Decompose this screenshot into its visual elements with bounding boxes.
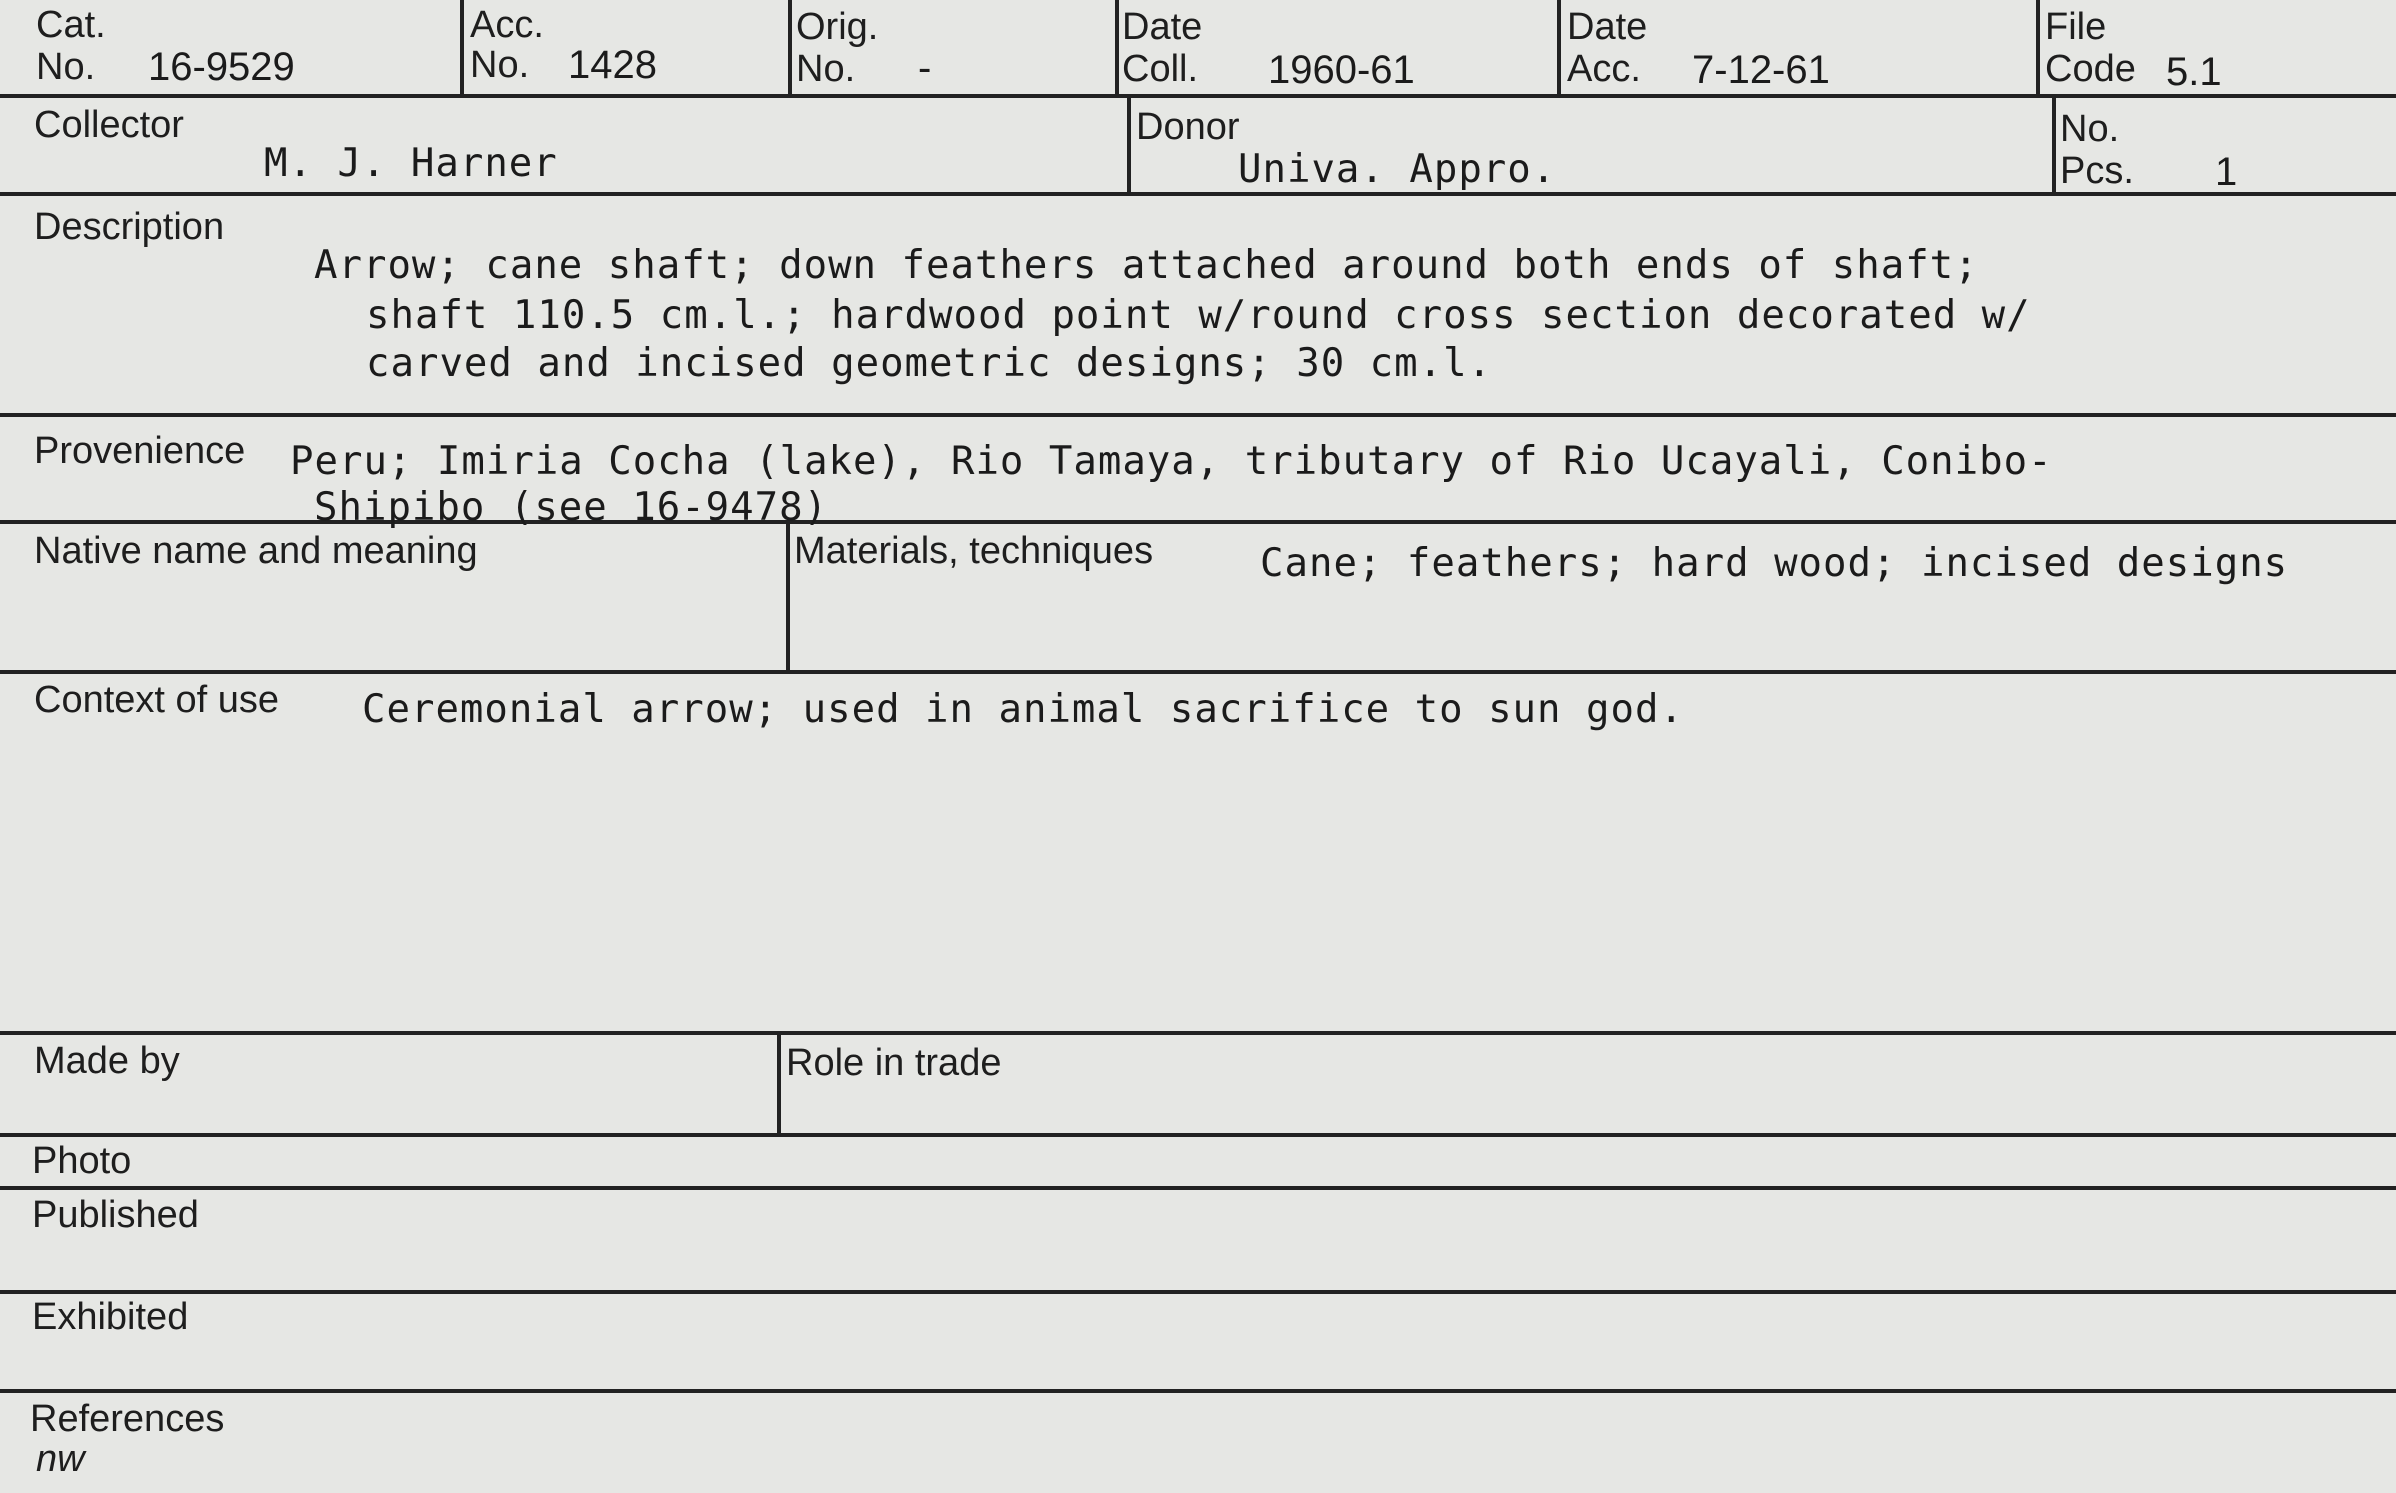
rule-v-date-acc [1557, 0, 1561, 96]
context-label: Context of use [34, 679, 280, 721]
role-in-trade-label: Role in trade [786, 1042, 1002, 1084]
rule-v-donor [1127, 94, 1131, 194]
cat-no-label: No. [36, 46, 96, 88]
file-code-label: Code [2045, 48, 2136, 90]
native-name-label: Native name and meaning [34, 530, 478, 572]
acc-date-label: Acc. [1567, 48, 1641, 90]
acc-label: Acc. [470, 4, 544, 46]
collector-label: Collector [34, 104, 184, 146]
initials: nw [36, 1438, 85, 1480]
rule-v-role [777, 1031, 781, 1135]
references-label: References [30, 1398, 225, 1440]
rule-exhibited [0, 1389, 2396, 1393]
rule-collector [0, 192, 2396, 196]
rule-v-date-coll [1115, 0, 1119, 96]
rule-materials [0, 670, 2396, 674]
rule-photo [0, 1186, 2396, 1190]
materials-value: Cane; feathers; hard wood; incised designs [1260, 541, 2289, 586]
collector-value: M. J. Harner [264, 141, 558, 186]
pcs-label: Pcs. [2060, 150, 2134, 192]
date-coll-label: Date [1122, 6, 1203, 48]
date-accessioned: 7-12-61 [1692, 48, 1830, 92]
file-code: 5.1 [2166, 50, 2222, 94]
rule-v-file [2036, 0, 2040, 96]
pcs-no-label: No. [2060, 108, 2120, 150]
context-value: Ceremonial arrow; used in animal sacrifice to sun god. [362, 687, 1684, 732]
date-collected: 1960-61 [1268, 48, 1415, 92]
rule-made-by [0, 1133, 2396, 1137]
materials-label: Materials, techniques [794, 530, 1154, 572]
orig-label: Orig. [796, 6, 879, 48]
rule-description [0, 413, 2396, 417]
provenience-line-1: Peru; Imiria Cocha (lake), Rio Tamaya, tributary of Rio Ucayali, Conibo- [290, 439, 2053, 484]
rule-v-acc [460, 0, 464, 96]
provenience-line-2: Shipibo (see 16-9478) [314, 485, 829, 530]
exhibited-label: Exhibited [32, 1296, 189, 1338]
rule-v-pcs [2052, 94, 2056, 194]
description-line-2: shaft 110.5 cm.l.; hardwood point w/round cross section decorated w/ [366, 293, 2031, 338]
pieces-count: 1 [2215, 150, 2238, 194]
photo-label: Photo [32, 1140, 132, 1182]
cat-label: Cat. [36, 4, 106, 46]
description-label: Description [34, 206, 225, 248]
orig-number: - [918, 46, 932, 90]
coll-label: Coll. [1122, 48, 1199, 90]
rule-v-materials [786, 520, 790, 672]
description-line-3: carved and incised geometric designs; 30 cm.l. [366, 341, 1493, 386]
file-label: File [2045, 6, 2107, 48]
description-line-1: Arrow; cane shaft; down feathers attached around both ends of shaft; [314, 243, 1979, 288]
rule-v-orig [788, 0, 792, 96]
orig-no-label: No. [796, 48, 856, 90]
provenience-label: Provenience [34, 430, 246, 472]
donor-value: Univa. Appro. [1238, 147, 1557, 192]
published-label: Published [32, 1194, 199, 1236]
date-acc-label: Date [1567, 6, 1648, 48]
rule-published [0, 1290, 2396, 1294]
donor-label: Donor [1136, 106, 1240, 148]
cat-number: 16-9529 [148, 45, 295, 89]
acc-number: 1428 [568, 43, 657, 87]
acc-no-label: No. [470, 44, 530, 86]
made-by-label: Made by [34, 1040, 180, 1082]
rule-context [0, 1031, 2396, 1035]
